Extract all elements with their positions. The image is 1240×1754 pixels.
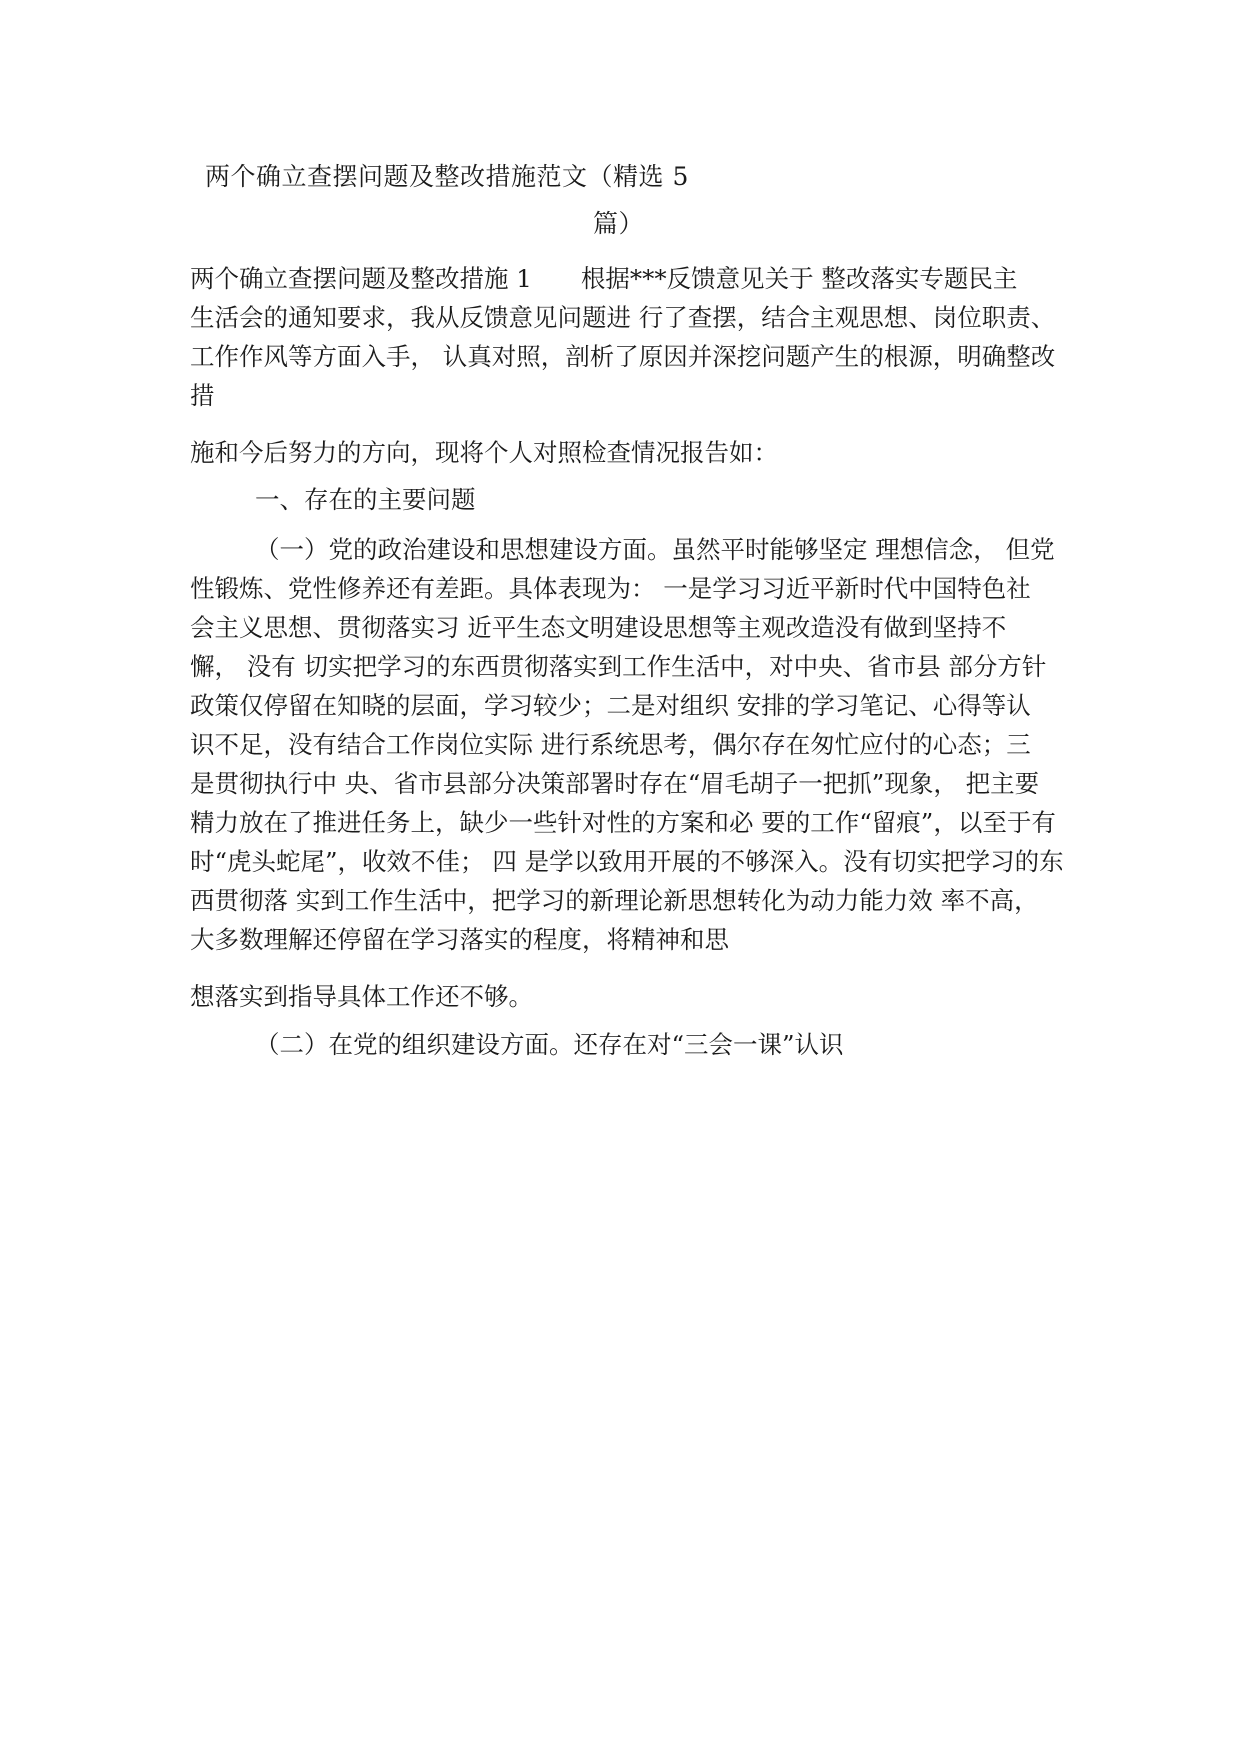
paragraph-3-line-2: 性锻炼、党性修养还有差距。具体表现为： 一是学习习近平新时代中国特色社	[190, 574, 1031, 603]
document-title-line-2: 篇）	[593, 209, 645, 238]
paragraph-3-line-1: （一）党的政治建设和思想建设方面。虽然平时能够坚定 理想信念， 但党	[255, 535, 1055, 564]
paragraph-3-line-7: 是贯彻执行中 央、省市县部分决策部署时存在“眉毛胡子一把抓”现象， 把主要	[190, 769, 1040, 798]
paragraph-1-line-3: 工作作风等方面入手， 认真对照，剖析了原因并深挖问题产生的根源，明确整改	[190, 342, 1056, 371]
paragraph-2: 施和今后努力的方向，现将个人对照检查情况报告如：	[190, 438, 778, 467]
paragraph-1-line-4: 措	[190, 381, 215, 410]
paragraph-3-line-8: 精力放在了推进任务上，缺少一些针对性的方案和必 要的工作“留痕”，以至于有	[190, 808, 1056, 837]
section-heading-1: 一、存在的主要问题	[255, 485, 476, 514]
paragraph-3-line-10: 西贯彻落 实到工作生活中，把学习的新理论新思想转化为动力能力效 率不高，	[190, 886, 1039, 915]
paragraph-3-line-3: 会主义思想、贯彻落实习 近平生态文明建设思想等主观改造没有做到坚持不	[190, 613, 1007, 642]
paragraph-1-line-1: 两个确立查摆问题及整改措施 1 根据***反馈意见关于 整改落实专题民主	[190, 264, 1018, 293]
paragraph-4: 想落实到指导具体工作还不够。	[190, 982, 533, 1011]
paragraph-3-line-11: 大多数理解还停留在学习落实的程度，将精神和思	[190, 925, 729, 954]
paragraph-5: （二）在党的组织建设方面。还存在对“三会一课”认识	[255, 1030, 844, 1059]
document-title-line-1: 两个确立查摆问题及整改措施范文（精选 5	[205, 162, 689, 191]
paragraph-3-line-4: 懈， 没有 切实把学习的东西贯彻落实到工作生活中，对中央、省市县 部分方针	[190, 652, 1047, 681]
paragraph-3-line-5: 政策仅停留在知晓的层面，学习较少；二是对组织 安排的学习笔记、心得等认	[190, 691, 1031, 720]
paragraph-3-line-6: 识不足，没有结合工作岗位实际 进行系统思考，偶尔存在匆忙应付的心态；三	[190, 730, 1031, 759]
paragraph-3-line-9: 时“虎头蛇尾”，收效不佳； 四 是学以致用开展的不够深入。没有切实把学习的东	[190, 847, 1064, 876]
paragraph-1-line-2: 生活会的通知要求，我从反馈意见问题进 行了查摆，结合主观思想、岗位职责、	[190, 303, 1056, 332]
